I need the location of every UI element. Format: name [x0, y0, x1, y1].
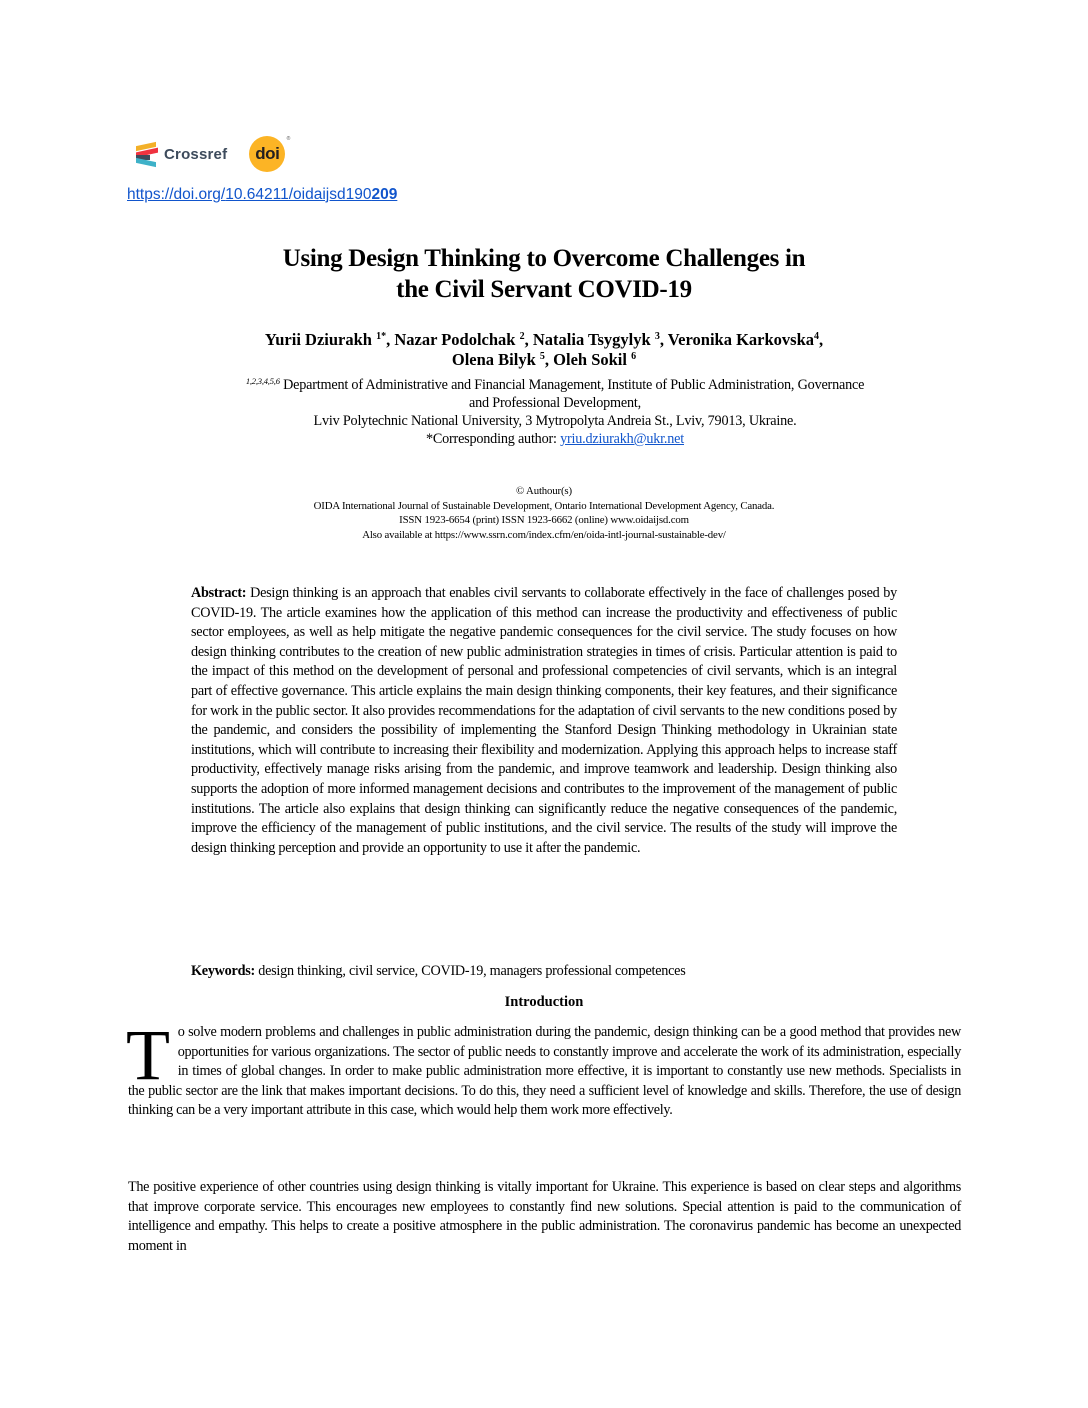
separator: ,	[819, 330, 824, 349]
corresponding-label: *Corresponding author:	[425, 431, 561, 447]
abstract	[191, 584, 897, 858]
affiliation-block	[140, 376, 970, 448]
journal-line: OIDA International Journal of Sustainable Development, Ontario International Development Agency, Canada.	[313, 499, 775, 512]
license-block	[0, 484, 1088, 542]
author-sup: 3	[654, 331, 660, 342]
author-name: Natalia Tsygylyk	[532, 330, 651, 349]
author-name: Oleh Sokil	[553, 350, 627, 369]
introduction-heading: Introduction	[504, 994, 584, 1010]
author-sup: 4	[814, 331, 820, 342]
crossref-logo[interactable]	[136, 142, 227, 166]
author-name: Yurii Dziurakh	[264, 330, 372, 349]
keywords-text: design thinking, civil service, COVID-19, managers professional competences	[254, 963, 686, 979]
title-line-2: the Civil Servant COVID-19	[396, 276, 692, 303]
copyright-line: © Authour(s)	[516, 485, 572, 497]
paper-title	[0, 243, 1088, 305]
corresponding-email-link[interactable]: yriu.dziurakh@ukr.net	[560, 431, 685, 447]
publisher-logos	[136, 136, 291, 172]
introduction-paragraph-2	[128, 1178, 961, 1256]
affiliation-sup: 1,2,3,4,5,6	[245, 376, 280, 386]
author-sup: 2	[519, 331, 525, 342]
author-name: Veronika Karkovska	[667, 330, 815, 349]
author-sup: 5	[539, 351, 545, 362]
doi-link-prefix: https://doi.org/	[127, 186, 226, 203]
introduction-paragraph-1	[126, 1015, 961, 1121]
author-sup: 1*	[376, 331, 387, 342]
affiliation-text: Department of Administrative and Financial Management, Institute of Public Administration, Governance	[279, 377, 865, 393]
issn-line: ISSN 1923-6654 (print) ISSN 1923-6662 (online) www.oidaijsd.com	[399, 514, 689, 526]
abstract-text: Design thinking is an approach that enables civil servants to collaborate effectively in the face of challenges posed by COVID-19. The article examines how the application of this method can increase the productivity and effectiveness of public sector employees, as well as help mitigate the negative pandemic consequences for the civil service. The study focuses on how design thinking contributes to the creation of new public administration strategies in times of crisis. Particular attention is paid to the impact of this method on the development of personal and professional competencies of civil servants, which is an integral part of effective governance. This article explains the main design thinking components, their key features, and their significance for work in the public sector. It also provides recommendations for the adaptation of civil servants to the new conditions posed by the pandemic, and considers the possibility of implementing the Stanford Design Thinking methodology in Ukrainian state institutions, which will contribute to increasing their flexibility and modernization. Applying this approach helps to increase staff productivity, effectively manage risks arising from the pandemic, and improve teamwork and leadership. Design thinking also supports the adoption of more informed management decisions and contributes to the improvement of the management of public institutions. The article also explains that design thinking can significantly reduce the negative consequences of the pandemic, improve the efficiency of the management of public institutions, and the civil service. The results of the study will improve the design thinking perception and provide an opportunity to use it after the pandemic.	[191, 585, 897, 856]
keywords-label: Keywords:	[191, 963, 255, 979]
affiliation-line-1	[140, 376, 970, 394]
drop-cap: T	[126, 1015, 170, 1095]
author-list	[0, 330, 1088, 370]
doi-logo[interactable]	[249, 136, 291, 172]
abstract-label: Abstract:	[191, 585, 247, 601]
registered-mark: ®	[286, 136, 291, 142]
corresponding-author	[140, 430, 970, 448]
doi-label: doi	[255, 144, 280, 163]
crossref-icon	[136, 142, 160, 166]
paragraph-text: The positive experience of other countries using design thinking is vitally important for Ukraine. This experience is based on clear steps and algorithms that improve corporate service. This encourages new employees to constantly find new solutions. Special attention is paid to the communication of intelligence and empathy. This helps to create a positive atmosphere in the public administration. The coronavirus pandemic has become an unexpected moment in	[128, 1179, 961, 1254]
separator: ,	[524, 330, 533, 349]
title-line-1: Using Design Thinking to Overcome Challenges in	[282, 245, 806, 272]
author-line-2	[0, 350, 1088, 370]
doi-link-id: 10.64211/oidaijsd190	[225, 186, 372, 203]
separator: ,	[544, 350, 554, 369]
keywords	[191, 962, 897, 981]
paragraph-text: o solve modern problems and challenges in public administration during the pandemic, design thinking can be a good method that provides new opportunities for various organizations. The sector of public needs to constantly improve and accelerate the work of its administration, especially in times of global changes. In order to make public administration more effective, it is important to constantly use new methods. Specialists in the public sector are the link that makes important decisions. To do this, they need a sufficient level of knowledge and skills. Therefore, the use of design thinking can be a very important attribute in this case, which would help them work more effectively.	[128, 1024, 961, 1119]
affiliation-line-3: Lviv Polytechnic National University, 3 Mytropolyta Andreia St., Lviv, 79013, Ukraine.	[313, 413, 797, 429]
separator: ,	[386, 330, 395, 349]
separator: ,	[659, 330, 668, 349]
author-sup: 6	[631, 351, 637, 362]
availability-line: Also available at https://www.ssrn.com/index.cfm/en/oida-intl-journal-sustainable-dev/	[362, 528, 726, 541]
doi-link-suffix: 209	[371, 186, 398, 203]
author-name: Nazar Podolchak	[394, 330, 516, 349]
doi-link[interactable]	[127, 186, 397, 204]
crossref-label: Crossref	[164, 145, 228, 163]
affiliation-line-2: and Professional Development,	[469, 395, 641, 411]
author-name: Olena Bilyk	[451, 350, 536, 369]
author-line-1	[0, 330, 1088, 350]
